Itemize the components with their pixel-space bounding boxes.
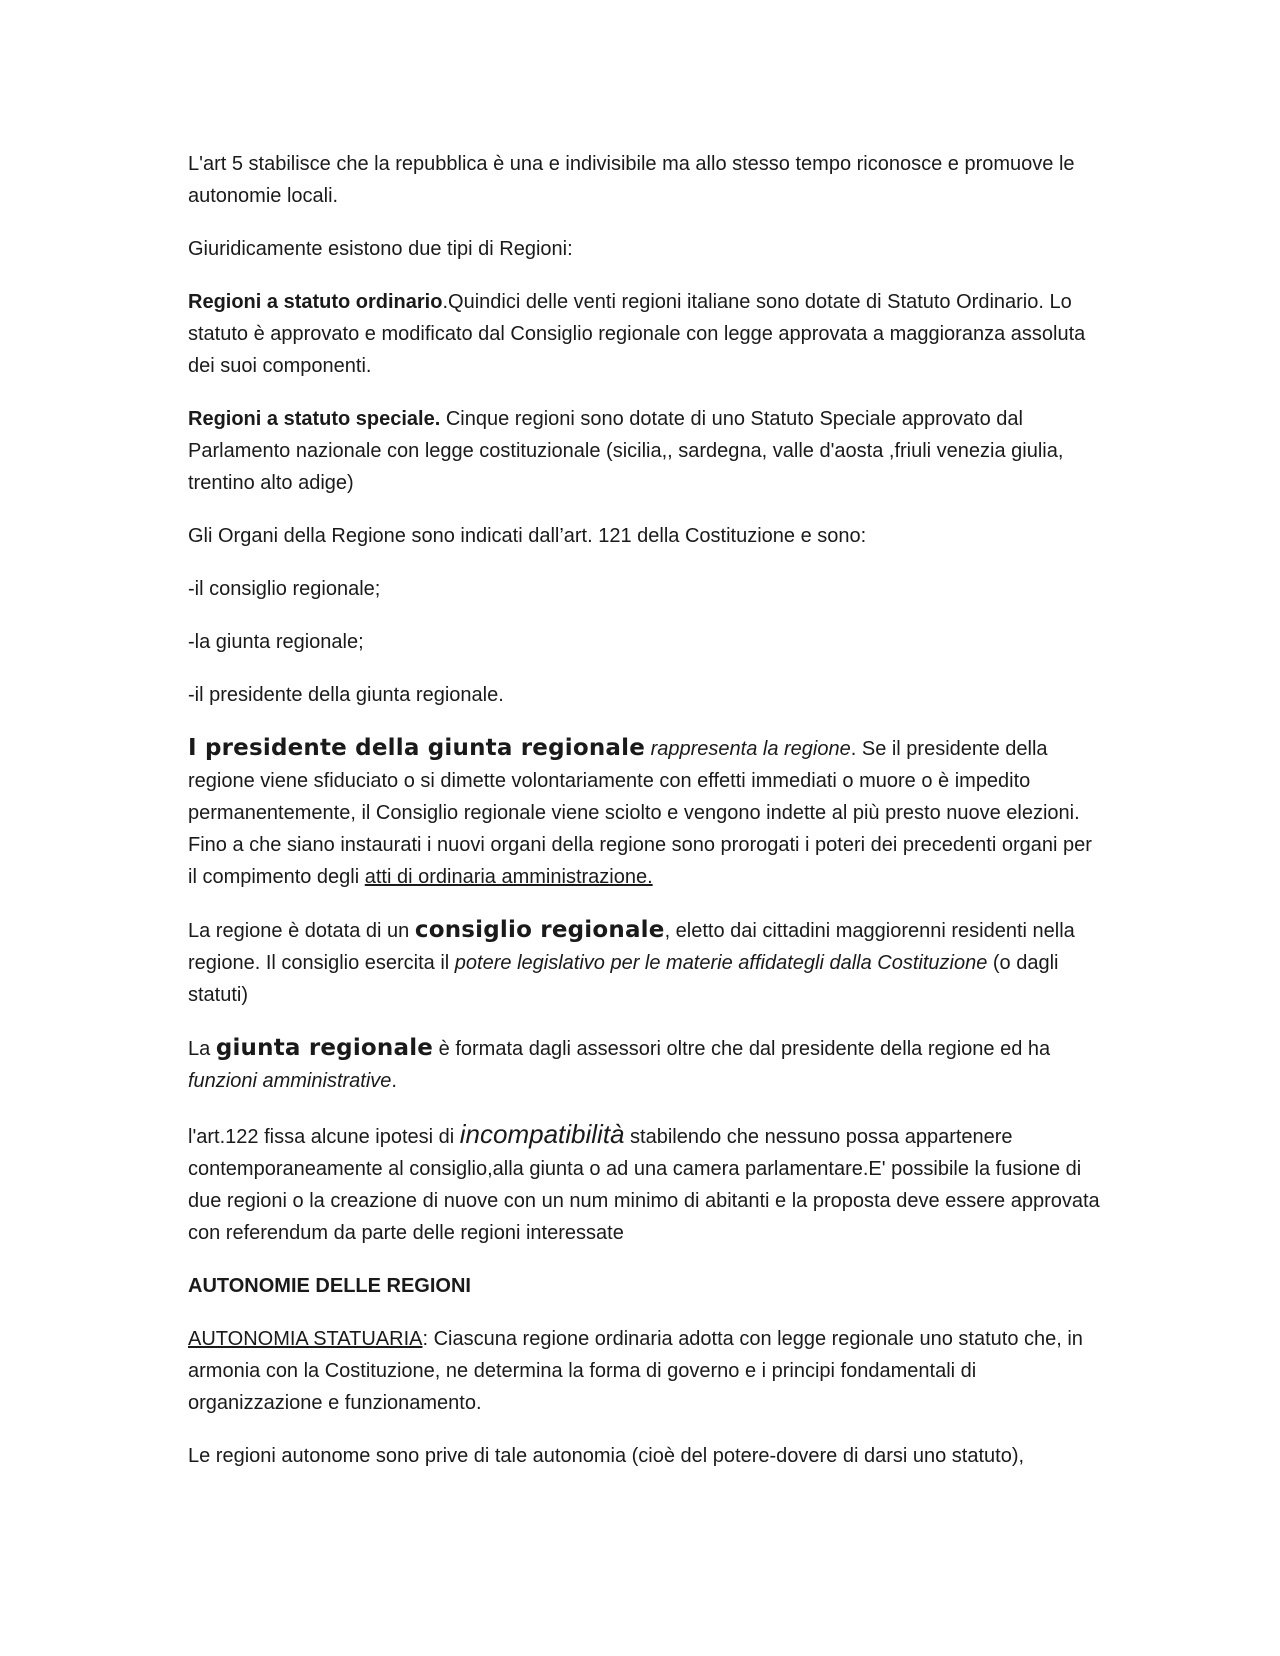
paragraph-text: l'art.122 fissa alcune ipotesi di — [188, 1126, 460, 1148]
paragraph-text: . — [391, 1070, 397, 1092]
term-statuto-ordinario: Regioni a statuto ordinario — [188, 291, 443, 313]
organ-list-item — [188, 573, 1100, 605]
paragraph-text: , eletto dai cittadini maggiorenni residenti nella regione. Il consiglio esercita il — [188, 920, 1075, 974]
term-consiglio: consiglio regionale — [414, 917, 665, 943]
organ-list-item — [188, 679, 1100, 711]
paragraph-regioni-autonome — [188, 1440, 1100, 1472]
paragraph-text: Giuridicamente esistono due tipi di Regioni: — [188, 238, 573, 260]
organ-text: -la giunta regionale; — [188, 631, 364, 653]
paragraph-giunta — [188, 1032, 1100, 1097]
paragraph-text: stabilendo che nessuno possa appartenere contemporaneamente al consiglio,alla giunta o ad una camera parlamentare.E' possibile la fusione di due regioni o la creazione di nuove con un num minimo di abitanti e la proposta deve essere approvata con referendum da parte delle regioni interessate — [188, 1126, 1100, 1244]
paragraph-text: : Ciascuna regione ordinaria adotta con legge regionale uno statuto che, in armonia con la Costituzione, ne determina la forma di governo e i principi fondamentali di organizzazione e funzionamento. — [188, 1328, 1083, 1414]
term-autonomia-statuaria: AUTONOMIA STATUARIA — [188, 1328, 423, 1350]
paragraph-statuto-speciale — [188, 403, 1100, 499]
paragraph-text: (o dagli statuti) — [188, 952, 1059, 1006]
term-presidente: I presidente della giunta regionale — [188, 735, 646, 761]
paragraph-autonomia-statuaria — [188, 1323, 1100, 1419]
paragraph-text: . Se il presidente della regione viene sfiduciato o si dimette volontariamente con effetti immediati o muore o è impedito permanentemente, il Consiglio regionale viene sciolto e vengono indette al più presto nuove elezioni. Fino a che siano instaurati i nuovi organi della regione sono prorogati i poteri dei precedenti organi per il compimento degli — [188, 738, 1092, 888]
paragraph-text: Cinque regioni sono dotate di uno Statuto Speciale approvato dal Parlamento nazionale con legge costituzionale (sicilia,, sardegna, valle d'aosta ,friuli venezia giulia, trentino alto adige) — [188, 408, 1064, 494]
paragraph-text: L'art 5 stabilisce che la repubblica è una e indivisibile ma allo stesso tempo riconosce e promuove le autonomie locali. — [188, 153, 1075, 207]
paragraph-statuto-ordinario — [188, 286, 1100, 382]
paragraph-text: La regione è dotata di un — [188, 920, 415, 942]
term-giunta: giunta regionale — [215, 1035, 434, 1061]
paragraph-organi — [188, 520, 1100, 552]
paragraph-presidente — [188, 732, 1100, 893]
organ-text: -il presidente della giunta regionale. — [188, 684, 504, 706]
paragraph-art5 — [188, 148, 1100, 212]
paragraph-text: Le regioni autonome sono prive di tale autonomia (cioè del potere-dovere di darsi uno statuto), — [188, 1445, 1025, 1467]
paragraph-text: è formata dagli assessori oltre che dal presidente della regione ed ha — [433, 1038, 1051, 1060]
paragraph-consiglio — [188, 914, 1100, 1011]
italic-text: rappresenta la regione — [645, 738, 851, 760]
paragraph-tipi-regioni — [188, 233, 1100, 265]
term-incompatibilita: incompatibilità — [459, 1119, 625, 1149]
paragraph-text: .Quindici delle venti regioni italiane sono dotate di Statuto Ordinario. Lo statuto è approvato e modificato dal Consiglio regionale con legge approvata a maggioranza assoluta dei suoi componenti. — [188, 291, 1086, 377]
italic-text: potere legislativo per le materie affidategli dalla Costituzione — [454, 952, 988, 974]
paragraph-incompatibilita — [188, 1118, 1100, 1249]
paragraph-text: La — [188, 1038, 216, 1060]
organ-text: -il consiglio regionale; — [188, 578, 381, 600]
term-statuto-speciale: Regioni a statuto speciale. — [188, 408, 441, 430]
document-page — [188, 148, 1100, 1493]
underlined-text: atti di ordinaria amministrazione. — [364, 866, 653, 888]
section-heading: AUTONOMIE DELLE REGIONI — [188, 1275, 471, 1297]
italic-text: funzioni amministrative — [188, 1070, 392, 1092]
organ-list-item — [188, 626, 1100, 658]
paragraph-text: Gli Organi della Regione sono indicati dall’art. 121 della Costituzione e sono: — [188, 525, 867, 547]
